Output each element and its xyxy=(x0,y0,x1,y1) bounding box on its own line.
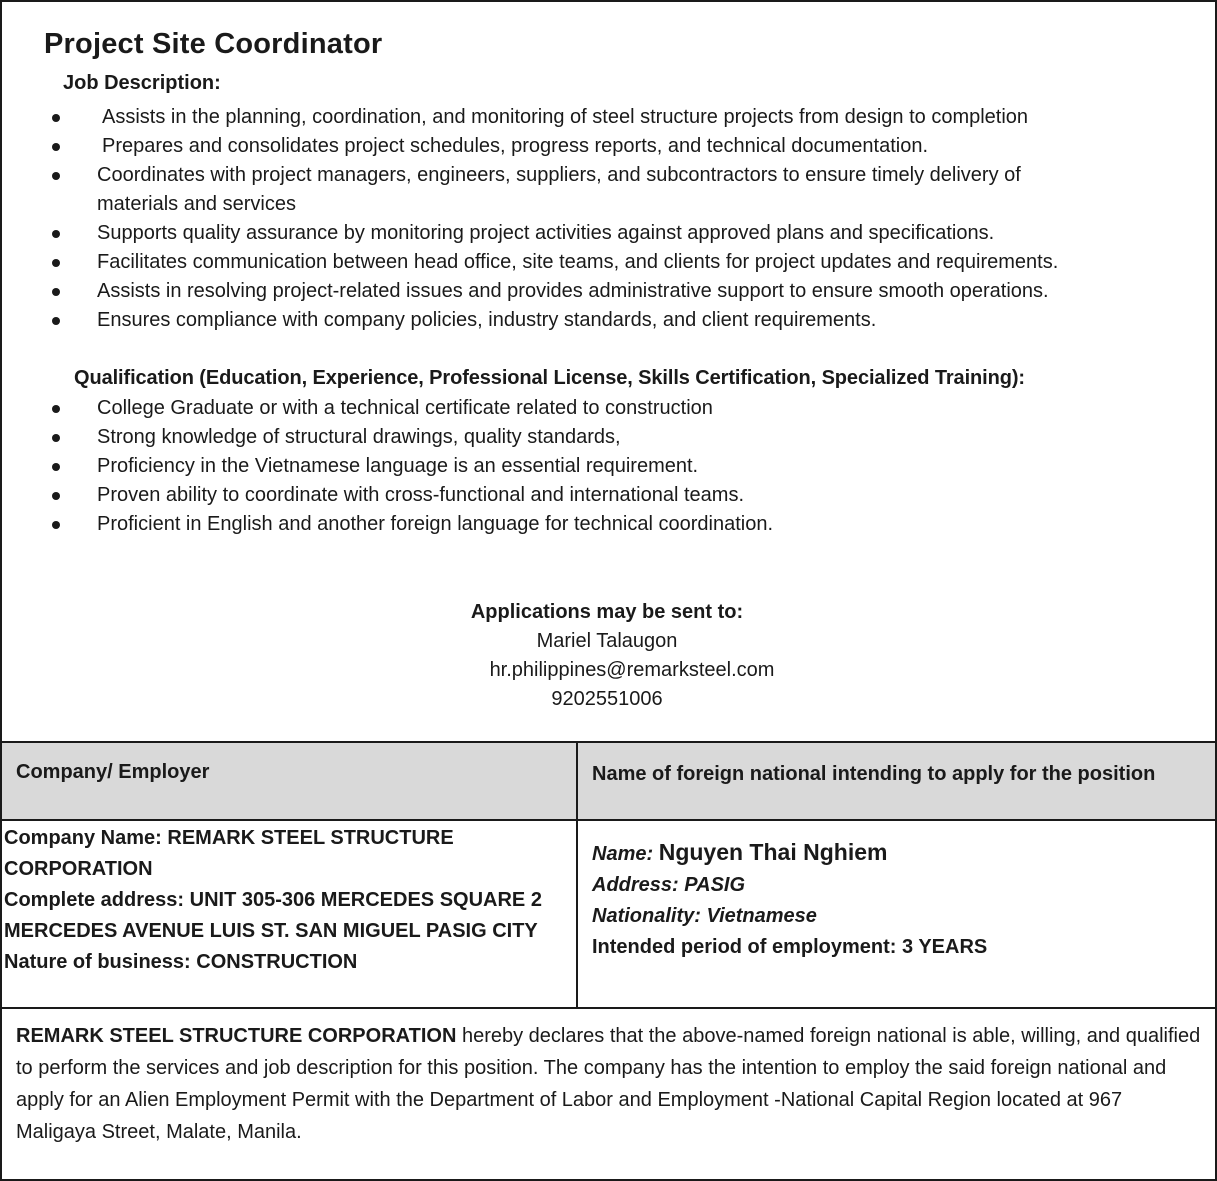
fn-nationality-label: Nationality: xyxy=(592,905,701,927)
list-item: Coordinates with project managers, engineers, suppliers, and subcontractors to ensure timely delivery of xyxy=(2,161,1202,190)
list-item: Proficient in English and another foreign language for technical coordination. xyxy=(2,510,1202,539)
bullet-icon xyxy=(52,463,60,471)
bullet-icon xyxy=(52,405,60,413)
bullet-icon xyxy=(52,172,60,180)
fn-period-line xyxy=(592,932,1215,963)
fn-period-value: 3 YEARS xyxy=(902,936,988,958)
contact-phone: 9202551006 xyxy=(551,688,663,710)
bullet-icon xyxy=(52,492,60,500)
bullet-icon xyxy=(52,434,60,442)
contact-name: Mariel Talaugon xyxy=(536,630,678,652)
job-title: Project Site Coordinator xyxy=(44,28,383,60)
bullet-icon xyxy=(52,521,60,529)
fn-name-value: Nguyen Thai Nghiem xyxy=(658,839,888,865)
job-details-section xyxy=(2,2,1215,741)
declaration-company: REMARK STEEL STRUCTURE CORPORATION xyxy=(16,1025,457,1047)
declaration-paragraph xyxy=(2,1009,1215,1148)
list-item: Facilitates communication between head office, site teams, and clients for project updates and requirements. xyxy=(2,248,1202,277)
list-item: Supports quality assurance by monitoring project activities against approved plans and specifications. xyxy=(2,219,1202,248)
foreign-national-details xyxy=(578,821,1215,1007)
list-item: Prepares and consolidates project schedules, progress reports, and technical documentation. xyxy=(2,132,1202,161)
bullet-icon xyxy=(52,259,60,267)
bullet-icon xyxy=(52,317,60,325)
fn-address-label: Address: xyxy=(592,874,679,896)
list-item: Proven ability to coordinate with cross-functional and international teams. xyxy=(2,481,1202,510)
table-header-row xyxy=(2,743,1215,821)
fn-nationality-value: Vietnamese xyxy=(706,905,817,927)
declaration-text: hereby declares that the above-named foreign national is able, willing, and qualified to perform the services and job description for this position. The company has the intention to employ the said foreign national and apply for an Alien Employment Permit with the Department of Labor and Employment -National Capital Region located at 967 Maligaya Street, Malate, Manila. xyxy=(16,1025,1201,1143)
bullet-icon xyxy=(52,230,60,238)
job-description-heading: Job Description: xyxy=(63,72,221,94)
fn-address-value: PASIG xyxy=(684,874,746,896)
list-item: Strong knowledge of structural drawings, quality standards, xyxy=(2,423,1202,452)
bullet-icon xyxy=(52,114,60,122)
company-details xyxy=(2,821,578,1007)
fn-name-label: Name: xyxy=(592,843,654,865)
fn-name-line xyxy=(592,837,1215,870)
company-address-value: UNIT 305-306 MERCEDES SQUARE 2 MERCEDES AVENUE LUIS ST. SAN MIGUEL PASIG CITY xyxy=(4,889,542,942)
fn-nationality-line xyxy=(592,901,1215,932)
company-name-value: REMARK STEEL STRUCTURE CORPORATION xyxy=(4,827,454,880)
qualification-list xyxy=(2,394,1202,539)
company-nature-label: Nature of business: xyxy=(4,951,191,973)
employer-table xyxy=(2,741,1215,1148)
bullet-icon xyxy=(52,288,60,296)
bullet-icon xyxy=(52,143,60,151)
table-body-row xyxy=(2,821,1215,1009)
job-description-list xyxy=(2,103,1202,335)
applications-heading: Applications may be sent to: xyxy=(470,601,744,623)
qualification-heading: Qualification (Education, Experience, Professional License, Skills Certification, Specialized Training): xyxy=(74,367,1025,389)
header-foreign-national: Name of foreign national intending to apply for the position xyxy=(592,763,1156,785)
list-item: Ensures compliance with company policies, industry standards, and client requirements. xyxy=(2,306,1202,335)
header-company-employer: Company/ Employer xyxy=(2,743,578,819)
contact-email[interactable]: hr.philippines@remarksteel.com xyxy=(489,659,775,681)
list-item: College Graduate or with a technical certificate related to construction xyxy=(2,394,1202,423)
list-item-continuation: materials and services xyxy=(97,193,296,215)
company-nature-value: CONSTRUCTION xyxy=(196,951,358,973)
fn-period-label: Intended period of employment: xyxy=(592,936,897,958)
application-contact xyxy=(402,598,812,714)
list-item: Assists in the planning, coordination, and monitoring of steel structure projects from design to completion xyxy=(2,103,1202,132)
list-item: Proficiency in the Vietnamese language is an essential requirement. xyxy=(2,452,1202,481)
company-name-label: Company Name: xyxy=(4,827,162,849)
list-item: Assists in resolving project-related issues and provides administrative support to ensure smooth operations. xyxy=(2,277,1202,306)
company-address-label: Complete address: xyxy=(4,889,185,911)
fn-address-line xyxy=(592,870,1215,901)
